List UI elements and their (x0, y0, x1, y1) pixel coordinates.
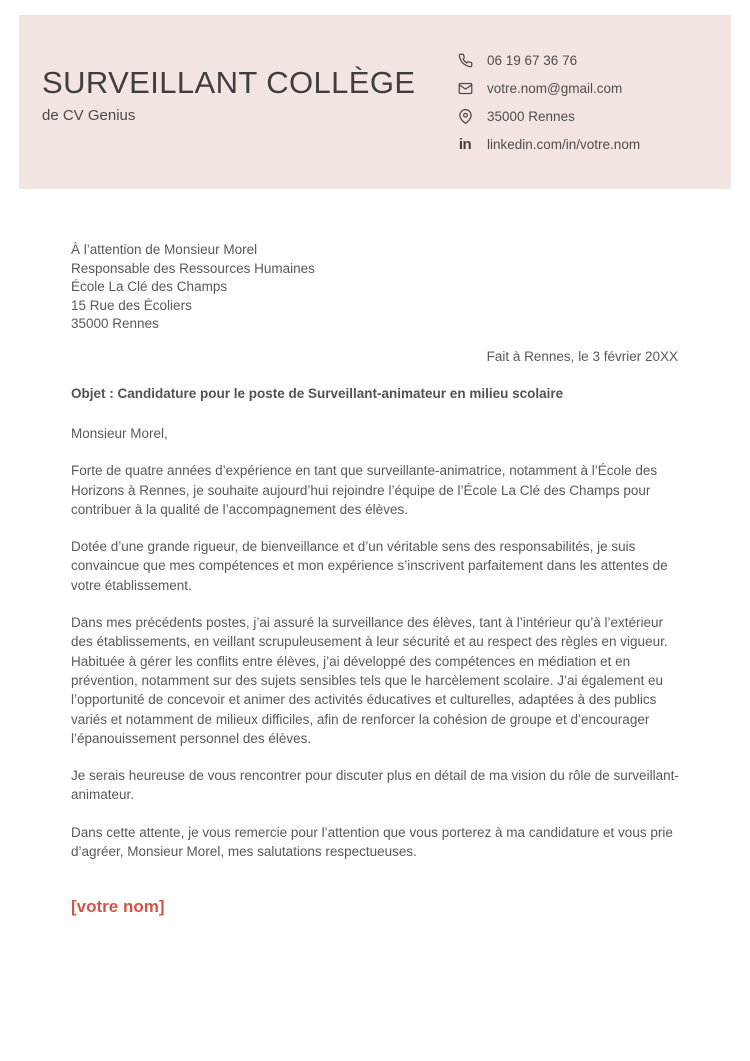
recipient-line: École La Clé des Champs (71, 279, 228, 294)
date-line: Fait à Rennes, le 3 février 20XX (486, 349, 678, 364)
brand-block (42, 67, 415, 124)
contact-list (457, 52, 640, 164)
recipient-line: 15 Rue des Écoliers (71, 297, 192, 313)
contact-item-email (457, 80, 640, 97)
recipient-line: À l’attention de Monsieur Morel (71, 242, 258, 257)
body-paragraph: Forte de quatre années d’expérience en tant que surveillante-animatrice, notamment à l’École des Horizons à Rennes, je souhaite aujourd’hui rejoindre l’équipe de l’École La Clé des Champs pour contribuer à la qualité de l’accompagnement des élèves. (71, 463, 658, 517)
letter-header (19, 15, 731, 189)
subject-line: Objet : Candidature pour le poste de Surveillant-animateur en milieu scolaire (71, 386, 564, 401)
phone-number: 06 19 67 36 76 (487, 53, 578, 68)
recipient-block (71, 241, 315, 334)
contact-item-phone (457, 52, 640, 69)
salutation: Monsieur Morel, (71, 426, 168, 441)
linkedin-url: linkedin.com/in/votre.nom (487, 137, 641, 152)
page-subtitle: de CV Genius (42, 107, 136, 124)
location-pin-icon (457, 109, 473, 125)
letter-body (71, 424, 680, 917)
linkedin-icon: in (458, 136, 472, 153)
recipient-line: Responsable des Ressources Humaines (71, 260, 315, 276)
email-icon (457, 81, 473, 97)
contact-item-linkedin (457, 136, 640, 153)
email-address: votre.nom@gmail.com (487, 81, 623, 96)
signature-placeholder: [votre nom] (71, 897, 165, 917)
contact-item-location (457, 108, 640, 125)
body-paragraph: Dans mes précédents postes, j’ai assuré la surveillance des élèves, tant à l’intérieur qu’à l’extérieur des établissements, en veillant scrupuleusement à leur sécurité et au respect des règles en vigueur. Habituée à gérer les conflits entre élèves, j’ai développé des compétences en médiation et en prévention, notamment sur des sujets sensibles tels que le harcèlement scolaire. J’ai également eu l’opportunité de concevoir et animer des activités éducatives et culturelles, adaptées à des publics variés et notamment de milieux difficiles, afin de renforcer la cohésion de groupe et d’encourager l’épanouissement personnel des élèves. (71, 615, 668, 746)
location-text: 35000 Rennes (487, 109, 575, 124)
body-paragraph: Je serais heureuse de vous rencontrer pour discuter plus en détail de ma vision du rôle de surveillant-animateur. (71, 768, 679, 803)
page-title: SURVEILLANT COLLÈGE (42, 65, 416, 100)
body-paragraph: Dotée d’une grande rigueur, de bienveillance et d’un véritable sens des responsabilités, je suis convaincue que mes compétences et mon expérience s’inscrivent parfaitement dans les attentes de votre établissement. (71, 539, 668, 593)
phone-icon (457, 53, 473, 69)
body-paragraph: Dans cette attente, je vous remercie pour l’attention que vous porterez à ma candidature et vous prie d’agréer, Monsieur Morel, mes salutations respectueuses. (71, 824, 673, 860)
recipient-line: 35000 Rennes (71, 316, 159, 331)
